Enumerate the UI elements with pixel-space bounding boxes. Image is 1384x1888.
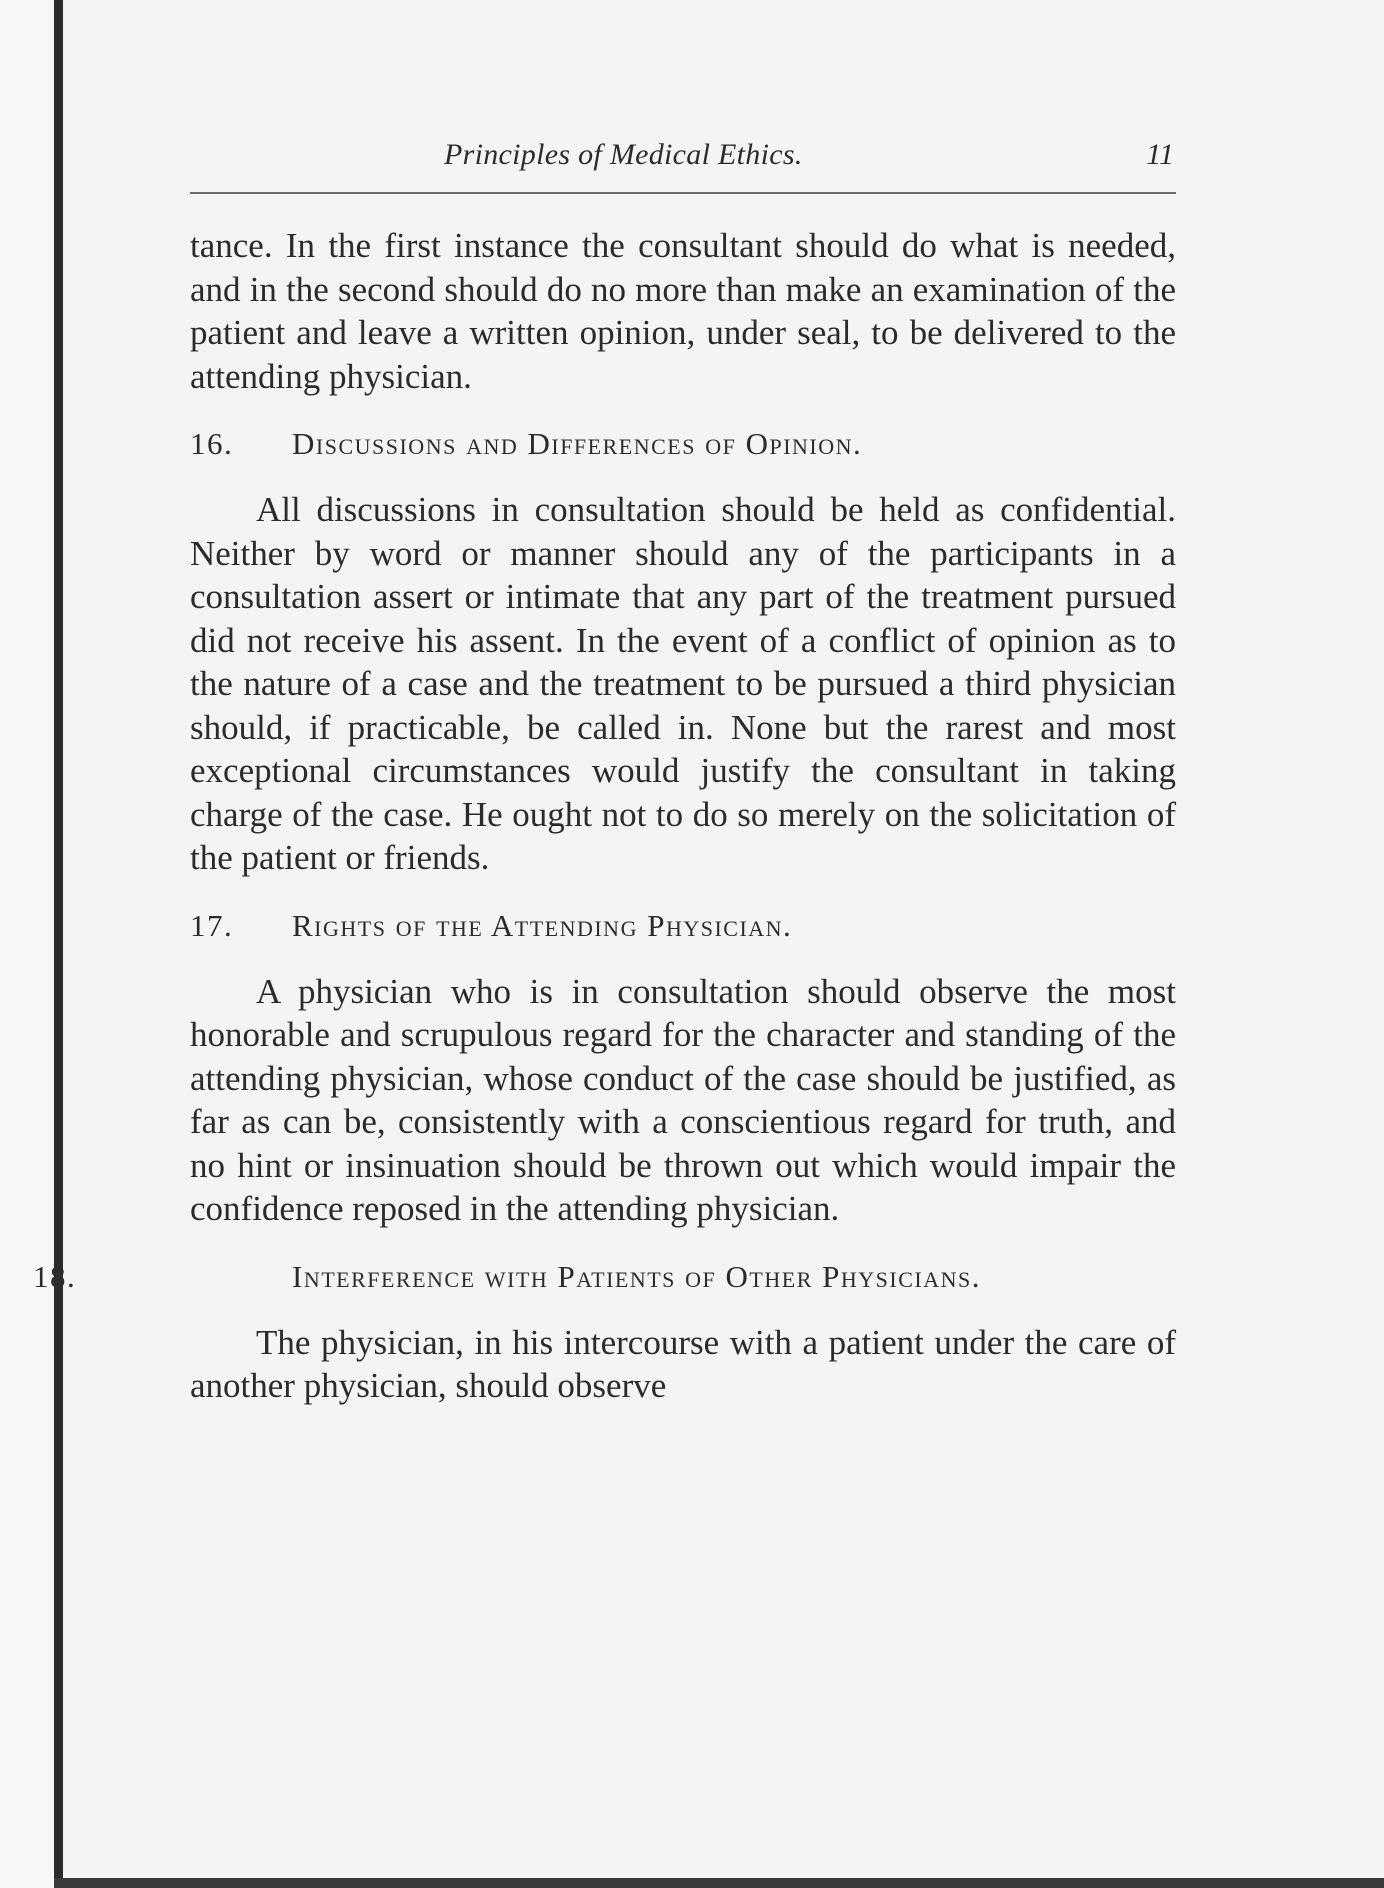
paragraph-section-17: A physician who is in consultation should observe the most honorable and scrupulous regard for the character and standing of the attending physician, whose conduct of the case should be justified, as far as can be, consistently with a conscientious regard for truth, and no hint or insinuation should be thrown out which would impair the confidence reposed in the attending physician. <box>190 971 1176 1228</box>
page-number: 11 <box>1146 138 1174 171</box>
page-gutter <box>0 0 54 1888</box>
paragraph-section-18: The physician, in his intercourse with a patient under the care of another physician, should observe <box>190 1322 1176 1405</box>
section-title: Rights of the Attending Physician. <box>292 907 793 943</box>
running-title: Principles of Medical Ethics. <box>444 138 803 171</box>
section-title: Interference with Patients of Other Physicians. <box>292 1258 981 1294</box>
paragraph-section-16: All discussions in consultation should be held as confidential. Neither by word or manner should any of the participants in a consultation assert or intimate that any part of the treatment pursued did not receive his assent. In the event of a conflict of opinion as to the nature of a case and the treatment to be pursued a third physician should, if practicable, be called in. None but the rarest and most exceptional circumstances would justify the consultant in taking charge of the case. He ought not to do so merely on the solicitation of the patient or friends. <box>190 490 1176 877</box>
page-bottom-edge <box>54 1878 1384 1888</box>
book-page <box>33 128 1176 1408</box>
section-number: 18. <box>33 1258 77 1294</box>
section-heading-16 <box>190 422 1176 466</box>
paragraph-continuation: tance. In the first instance the consultant should do what is needed, and in the second should do no more than make an examination of the patient and leave a written opinion, under seal, to be delivered to the attending physician. <box>190 226 1176 396</box>
running-head <box>190 128 1176 176</box>
section-heading-18 <box>33 1255 1176 1299</box>
section-number: 17. <box>190 907 234 943</box>
section-number: 16. <box>190 426 234 461</box>
header-rule <box>190 192 1176 194</box>
section-title: Discussions and Differences of Opinion. <box>292 426 863 461</box>
book-binding-edge <box>54 0 63 1888</box>
section-heading-17 <box>190 904 1176 948</box>
